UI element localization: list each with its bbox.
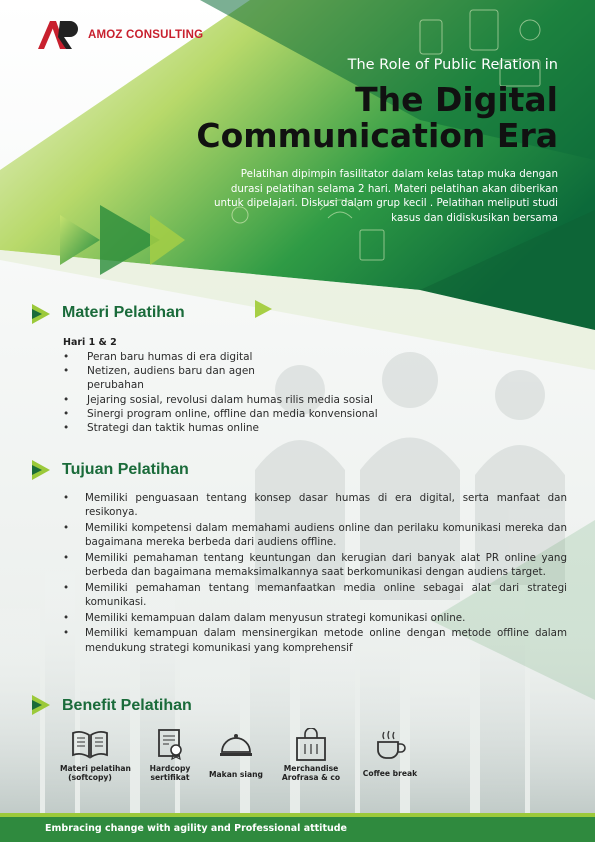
page-subtitle: The Role of Public Relation in	[347, 57, 558, 73]
materi-section-title: Materi Pelatihan	[62, 304, 185, 321]
list-item: • Memiliki pemahaman tentang keuntungan dan kerugian dari banyak alat PR online yang berbeda dan bagaimana memaksimalkannya saat berkomunikasi dengan audiens target.	[63, 551, 567, 579]
brand-name: AMOZ CONSULTING	[88, 29, 204, 41]
list-item: • Netizen, audiens baru dan agen perubahan	[63, 364, 287, 392]
section-arrow-icon	[30, 459, 52, 481]
tujuan-list	[63, 491, 567, 656]
list-item: • Jejaring sosial, revolusi dalam humas rilis media sosial	[63, 393, 393, 407]
tujuan-section-title: Tujuan Pelatihan	[62, 461, 189, 478]
benefit-label: Makan siang	[209, 770, 263, 779]
benefit-label: Hardcopy sertifikat	[149, 764, 191, 782]
page-title-line1: The Digital	[355, 80, 558, 119]
gift-bag-icon	[293, 728, 329, 762]
materi-list	[63, 350, 393, 435]
section-arrow-icon	[30, 694, 52, 716]
list-item: • Memiliki kemampuan dalam dalam menyusun strategi komunikasi online.	[63, 611, 567, 625]
coffee-cup-icon	[373, 728, 407, 762]
list-item: • Peran baru humas di era digital	[63, 350, 393, 364]
benefit-label: Materi pelatihan (softcopy)	[60, 764, 131, 782]
benefit-section-title: Benefit Pelatihan	[62, 697, 192, 714]
brand-logo	[36, 19, 203, 51]
certificate-icon	[156, 728, 184, 760]
list-item: • Memiliki kompetensi dalam memahami audiens online dan perilaku komunikasi mereka dan bagaimana mereka berbeda dari audiens offline.	[63, 521, 567, 549]
benefit-item-makan	[205, 728, 267, 779]
section-arrow-icon	[30, 303, 52, 325]
benefit-label: Merchandise Arofrasa & co	[281, 764, 341, 782]
materi-day-label: Hari 1 & 2	[63, 337, 117, 348]
list-item: • Memiliki kemampuan dalam mensinergikan metode online dengan metode offline dalam mendukung strategi komunikasi yang komprehensif	[63, 626, 567, 654]
book-icon	[70, 728, 110, 760]
intro-paragraph: Pelatihan dipimpin fasilitator dalam kelas tatap muka dengan durasi pelatihan selama 2 hari. Materi pelatihan akan diberikan untuk dipelajari. Diskusi dalam grup kecil . Pelatihan meliputi studi kasus dan didiskusikan bersama	[213, 168, 558, 224]
benefit-item-coffee	[355, 728, 425, 778]
amoz-logo-icon	[36, 19, 80, 51]
benefit-item-sertifikat	[145, 728, 195, 782]
page-title-line2: Communication Era	[196, 116, 558, 155]
list-item: • Sinergi program online, offline dan media konvensional	[63, 407, 393, 421]
benefit-icons-row	[60, 728, 430, 798]
footer-tagline: Embracing change with agility and Professional attitude	[45, 823, 347, 834]
benefit-label: Coffee break	[362, 769, 418, 778]
list-item: • Memiliki pemahaman tentang memanfaatkan media online sebagai alat dari strategi komunikasi.	[63, 581, 567, 609]
food-cloche-icon	[218, 728, 254, 760]
list-item: • Strategi dan taktik humas online	[63, 421, 393, 435]
list-item: • Memiliki penguasaan tentang konsep dasar humas di era digital, serta manfaat dan resikonya.	[63, 491, 567, 519]
benefit-item-materi	[60, 728, 131, 782]
benefit-item-merchandise	[278, 728, 344, 782]
